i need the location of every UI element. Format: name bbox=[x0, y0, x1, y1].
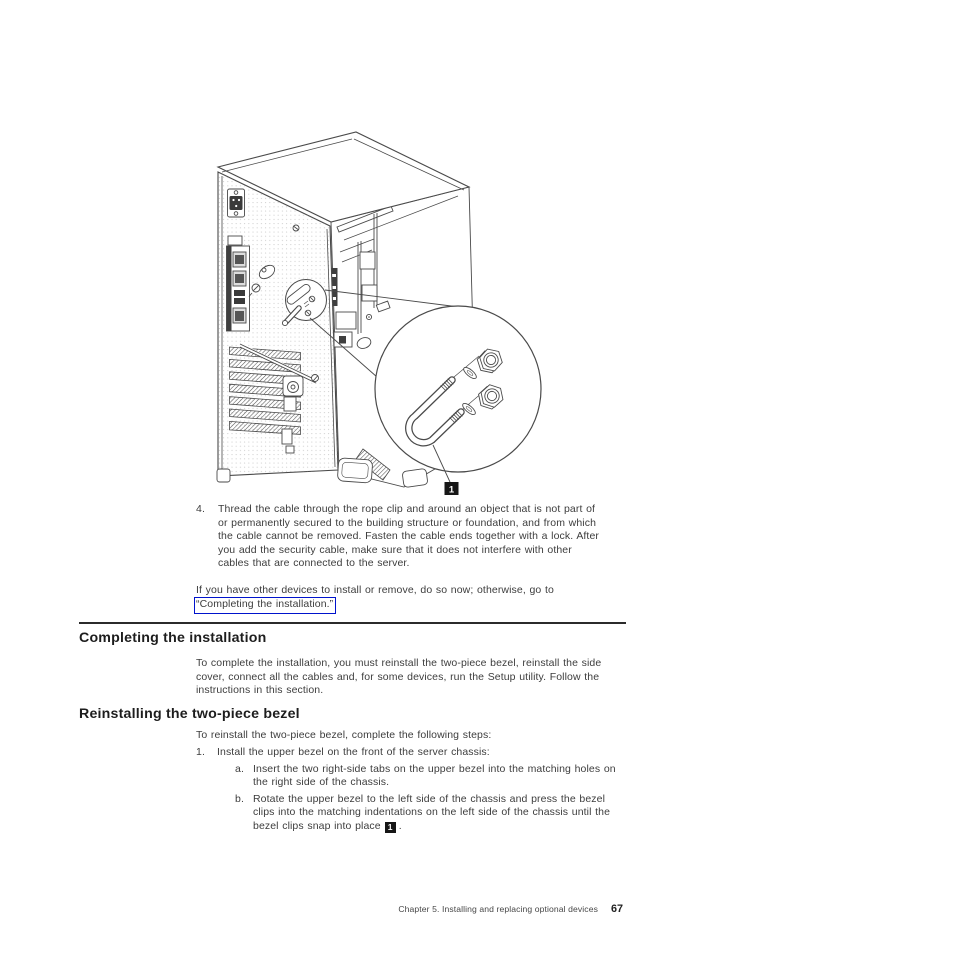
list-marker: 1. bbox=[196, 746, 205, 758]
detail-circle-rope-clip bbox=[375, 306, 541, 472]
inline-callout-1-badge: 1 bbox=[385, 822, 396, 833]
page-footer bbox=[398, 903, 623, 915]
section-divider bbox=[79, 622, 626, 624]
section-1-body: To complete the installation, you must reinstall the two-piece bezel, reinstall the side cover, connect all the cables and, for some devices, run the Setup utility. Follow the instructions in this section. bbox=[196, 657, 602, 697]
substep-b-lines: Rotate the upper bezel to the left side of the chassis and press the bezel clips into the matching indentations on the left side of the chassis until the bbox=[253, 792, 611, 819]
list-item-substep-a bbox=[235, 763, 645, 790]
figure-callout-1-badge bbox=[445, 482, 459, 495]
list-marker: a. bbox=[235, 762, 244, 775]
list-marker: 4. bbox=[196, 503, 205, 515]
list-item-step-1 bbox=[196, 746, 646, 760]
page-number: 67 bbox=[610, 903, 623, 915]
link-line bbox=[194, 597, 336, 614]
step-1-text: Install the upper bezel on the front of the server chassis: bbox=[217, 746, 490, 758]
substep-a-text: Insert the two right-side tabs on the upper bezel into the matching holes on the right side of the chassis. bbox=[253, 762, 616, 789]
heading-reinstalling-two-piece-bezel: Reinstalling the two-piece bezel bbox=[79, 706, 300, 722]
usb-ports bbox=[234, 290, 245, 296]
io-port-panel bbox=[227, 236, 250, 331]
list-item-step-4 bbox=[196, 503, 641, 571]
padlock-latch bbox=[283, 376, 303, 396]
chassis-foot bbox=[337, 458, 373, 483]
footer-chapter-title: Chapter 5. Installing and replacing optional devices bbox=[398, 904, 598, 914]
list-item-substep-b bbox=[235, 793, 645, 834]
list-marker: b. bbox=[235, 792, 244, 805]
step-4-text: Thread the cable through the rope clip and around an object that is not part of or permanently secured to the building structure or foundation, and from which the cable cannot be removed. Fasten the cable ends together with a lock. After you add the security cable, make sure that it does not interfere with other cables that are connected to the server. bbox=[218, 503, 599, 570]
substep-b-prefix: bezel clips snap into place bbox=[253, 819, 381, 832]
heading-completing-the-installation: Completing the installation bbox=[79, 630, 267, 646]
substep-b-text bbox=[253, 793, 610, 834]
panel-vent bbox=[284, 397, 296, 411]
chassis bbox=[217, 132, 541, 488]
substep-b-suffix: . bbox=[398, 819, 402, 832]
chassis-front-foot bbox=[402, 468, 428, 487]
panel-screw bbox=[293, 225, 299, 231]
closing-paragraph: If you have other devices to install or remove, do so now; otherwise, go to bbox=[196, 584, 554, 596]
substep-b-last-line bbox=[253, 820, 610, 834]
svg-text:1: 1 bbox=[448, 484, 455, 496]
completing-installation-link[interactable]: “Completing the installation.” bbox=[194, 597, 336, 614]
section-2-intro: To reinstall the two-piece bezel, complete the following steps: bbox=[196, 729, 492, 741]
power-inlet bbox=[228, 189, 245, 217]
panel-vent bbox=[282, 429, 292, 444]
chassis-rear-panel bbox=[217, 172, 340, 482]
